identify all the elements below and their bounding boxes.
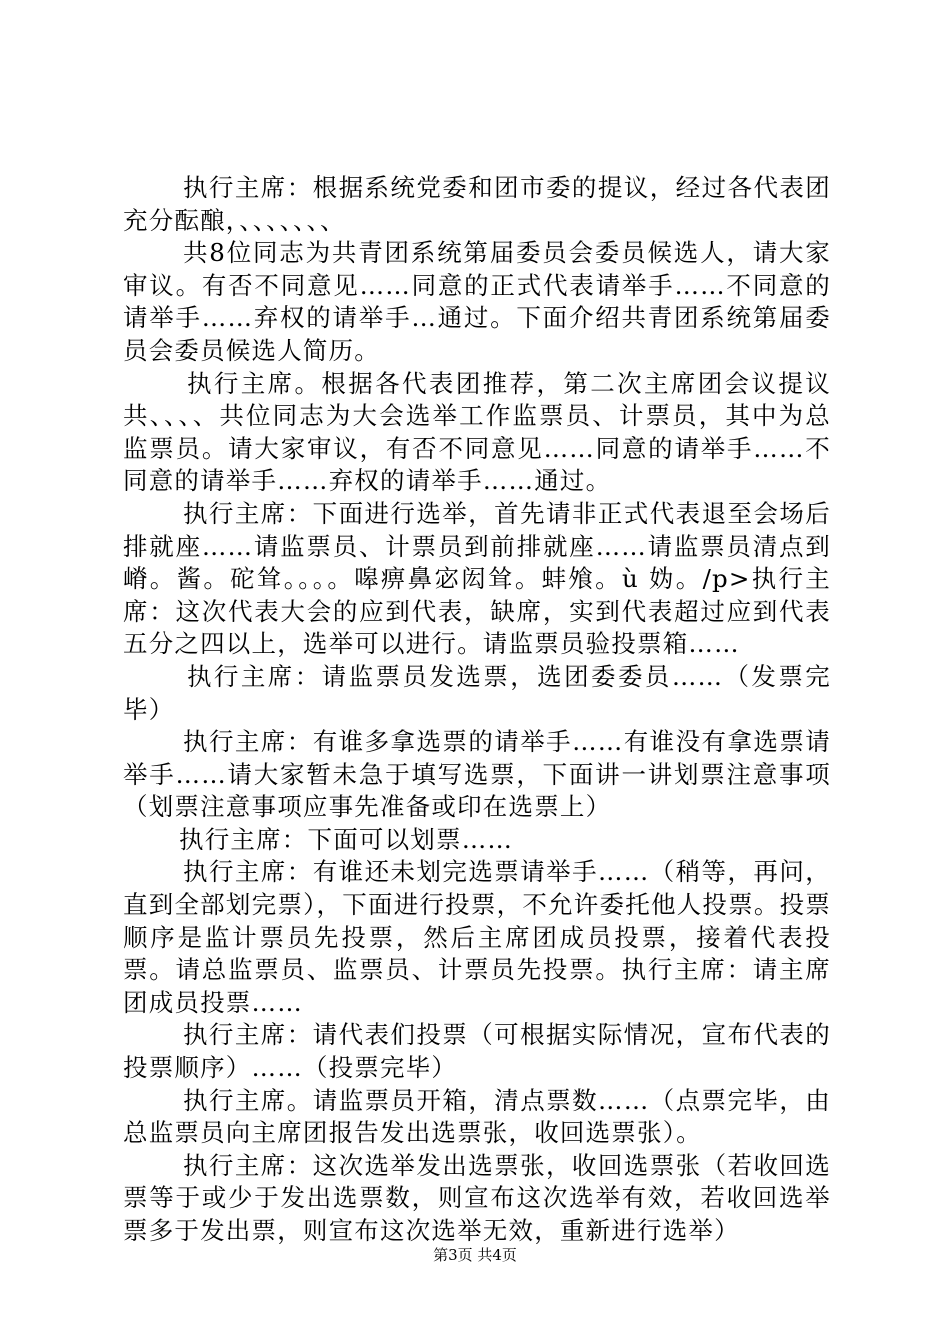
paragraph: 执行主席：请监票员发选票，选团委委员……（发票完毕） [123,661,831,724]
page-number-footer: 第3页 共4页 [433,1246,517,1264]
paragraph: 执行主席：有谁还未划完选票请举手……（稍等，再问，直到全部划完票），下面进行投票，不允许委托他人投票。投票顺序是监计票员先投票，然后主席团成员投票，接着代表投票。请总监票员、监票员、计票员先投票。执行主席：请主席团成员投票…… [123,857,831,1017]
paragraph: 执行主席：请代表们投票（可根据实际情况，宣布代表的投票顺序）……（投票完毕） [123,1020,831,1083]
paragraph: 执行主席：有谁多拿选票的请举手……有谁没有拿选票请举手……请大家暂未急于填写选票，下面讲一讲划票注意事项（划票注意事项应事先准备或印在选票上） [123,727,831,822]
paragraph: 执行主席：下面可以划票…… [179,824,514,854]
paragraph: 共8位同志为共青团系统第届委员会委员候选人，请大家审议。有否不同意见……同意的正式代表请举手……不同意的请举手……弃权的请举手…通过。下面介绍共青团系统第届委员会委员候选人简历。 [123,238,831,365]
paragraph: 执行主席。请监票员开箱，清点票数……（点票完毕，由总监票员向主席团报告发出选票张，收回选票张）。 [123,1085,831,1148]
paragraph: 执行主席：下面进行选举，首先请非正式代表退至会场后排就座……请监票员、计票员到前排就座……请监票员清点到嵴。酱。砣耸。。。。嗥痹鼻宓闳耸。蚌飧。ù 妫。/p>执行主席：这次代表大会的应到代表，缺席，实到代表超过应到代表五分之四以上，选举可以进行。请监票员验投票箱…… [123,498,831,659]
paragraph: 执行主席。根据各代表团推荐，第二次主席团会议提议共、、、、共位同志为大会选举工作监票员、计票员，其中为总监票员。请大家审议，有否不同意见……同意的请举手……不同意的请举手……弃权的请举手……通过。 [123,368,831,496]
paragraph: 执行主席：这次选举发出选票张，收回选票张（若收回选票等于或少于发出选票数，则宣布这次选举有效，若收回选举票多于发出票，则宣布这次选举无效，重新进行选举） [123,1150,831,1245]
paragraph: 执行主席：根据系统党委和团市委的提议，经过各代表团充分酝酿，、、、、、、、 [123,173,831,235]
document-body [123,172,831,1248]
